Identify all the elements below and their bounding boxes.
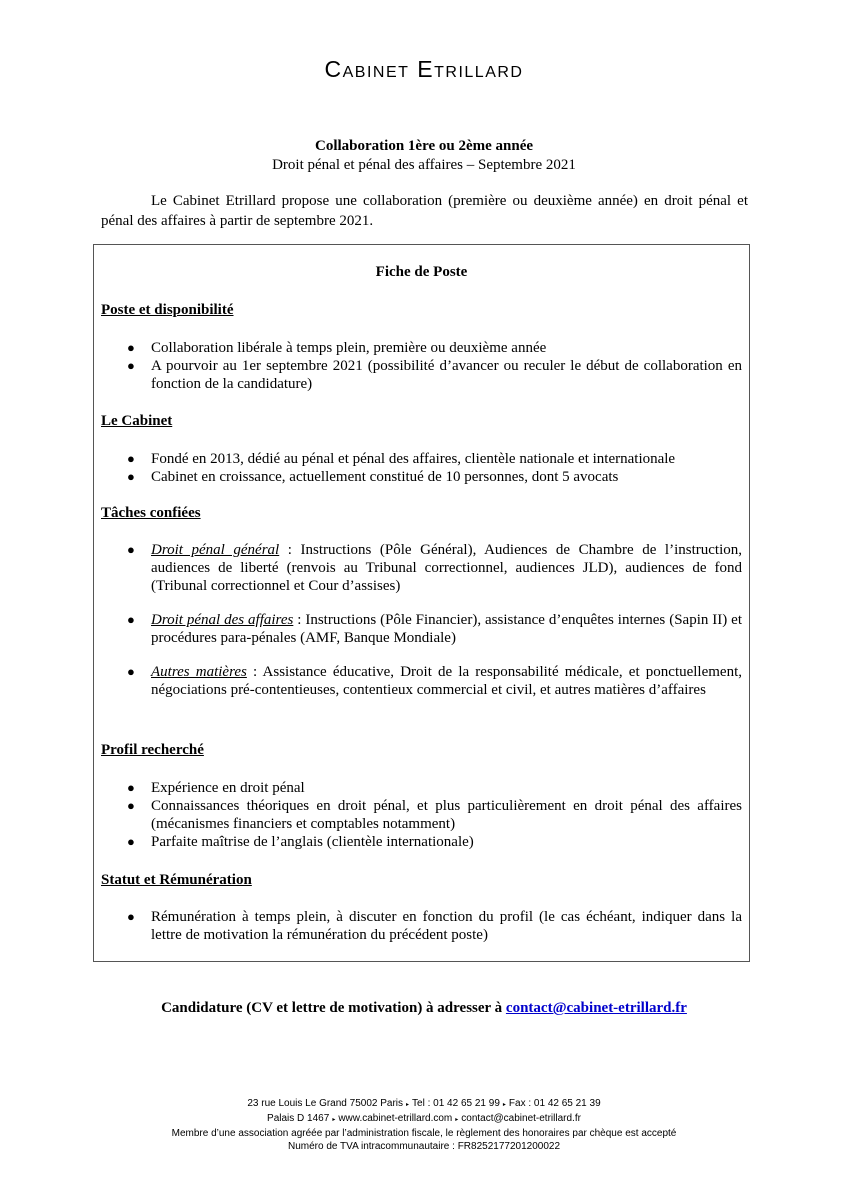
bullet-icon: ● [127, 798, 135, 813]
bullet-icon: ● [127, 358, 135, 373]
document-title: Collaboration 1ère ou 2ème année [314, 138, 534, 154]
bullet-icon: ● [127, 612, 135, 627]
job-sheet-title: Fiche de Poste [375, 264, 468, 280]
bullet-icon: ● [127, 340, 135, 355]
document-subtitle: Droit pénal et pénal des affaires – Septembre 2021 [272, 157, 576, 173]
page-footer [0, 1097, 848, 1153]
list-item: ● Autres matières : Assistance éducative, Droit de la responsabilité médicale, et ponctuellement, négociations pré-contentieuses, contentieux commercial et civil, et autres matières d’affaires [127, 664, 743, 698]
section-heading-cabinet: Le Cabinet [101, 413, 173, 429]
footer-tva: Numéro de TVA intracommunautaire : FR8252177201200022 [287, 1141, 561, 1152]
footer-tel: Tel : 01 42 65 21 99 [412, 1098, 500, 1109]
list-item: ● Parfaite maîtrise de l’anglais (clientèle internationale) [127, 834, 474, 850]
list-item: ● Collaboration libérale à temps plein, première ou deuxième année [127, 340, 547, 356]
footer-line-1 [0, 1097, 848, 1112]
footer-address: 23 rue Louis Le Grand 75002 Paris [247, 1098, 404, 1109]
section-heading-poste: Poste et disponibilité [101, 302, 234, 318]
list-item: ● Rémunération à temps plein, à discuter en fonction du profil (le cas échéant, indiquer dans la lettre de motivation la rémunération du précédent poste) [127, 909, 742, 943]
separator-icon: ▸ [332, 1117, 336, 1123]
list-taches [101, 541, 742, 699]
section-heading-profil: Profil recherché [101, 742, 204, 758]
list-profil [101, 779, 742, 851]
brand-header: Cabinet Etrillard [324, 56, 524, 82]
separator-icon: ▸ [502, 1102, 506, 1108]
bullet-icon: ● [127, 664, 135, 679]
application-text: Candidature (CV et lettre de motivation) à adresser à [161, 1000, 506, 1016]
bullet-icon: ● [127, 780, 135, 795]
footer-email[interactable]: contact@cabinet-etrillard.fr [461, 1113, 581, 1124]
footer-association: Membre d’une association agréée par l’administration fiscale, le règlement des honoraires par chèque est accepté [171, 1128, 677, 1139]
separator-icon: ▸ [406, 1102, 410, 1108]
bullet-icon: ● [127, 834, 135, 849]
bullet-icon: ● [127, 909, 135, 924]
list-item: ● Droit pénal des affaires : Instructions (Pôle Financier), assistance d’enquêtes internes (Sapin II) et procédures para-pénales (AMF, Banque Mondiale) [127, 612, 743, 646]
footer-line-2 [0, 1112, 848, 1127]
list-item: ● A pourvoir au 1er septembre 2021 (possibilité d’avancer ou reculer le début de collaboration en fonction de la candidature) [127, 358, 742, 392]
separator-icon: ▸ [455, 1117, 459, 1123]
footer-website[interactable]: www.cabinet-etrillard.com [338, 1113, 453, 1124]
list-item: ● Connaissances théoriques en droit pénal, et plus particulièrement en droit pénal des affaires (mécanismes financiers et comptables notamment) [127, 798, 742, 832]
list-statut [101, 908, 742, 944]
list-poste [101, 339, 742, 393]
list-item: ● Fondé en 2013, dédié au pénal et pénal des affaires, clientèle nationale et internationale [127, 451, 676, 467]
bullet-icon: ● [127, 469, 135, 484]
bullet-icon: ● [127, 451, 135, 466]
footer-fax: Fax : 01 42 65 21 39 [508, 1098, 601, 1109]
list-item: ● Expérience en droit pénal [127, 780, 305, 796]
intro-paragraph: Le Cabinet Etrillard propose une collaboration (première ou deuxième année) en droit pénal et pénal des affaires à partir de septembre 2021. [101, 193, 748, 229]
application-instructions [0, 1000, 848, 1017]
bullet-icon: ● [127, 542, 135, 557]
list-item: ● Droit pénal général : Instructions (Pôle Général), Audiences de Chambre de l’instruction, audiences de liberté (renvois au Tribunal correctionnel, audiences JLD), audiences de fond (Tribunal correctionnel et Cour d’assises) [127, 542, 742, 594]
section-heading-statut: Statut et Rémunération [101, 872, 252, 888]
footer-palais: Palais D 1467 [267, 1113, 330, 1124]
list-item: ● Cabinet en croissance, actuellement constitué de 10 personnes, dont 5 avocats [127, 469, 619, 485]
application-email-link[interactable]: contact@cabinet-etrillard.fr [505, 1000, 687, 1016]
list-cabinet [101, 450, 742, 486]
section-heading-taches: Tâches confiées [101, 505, 201, 521]
